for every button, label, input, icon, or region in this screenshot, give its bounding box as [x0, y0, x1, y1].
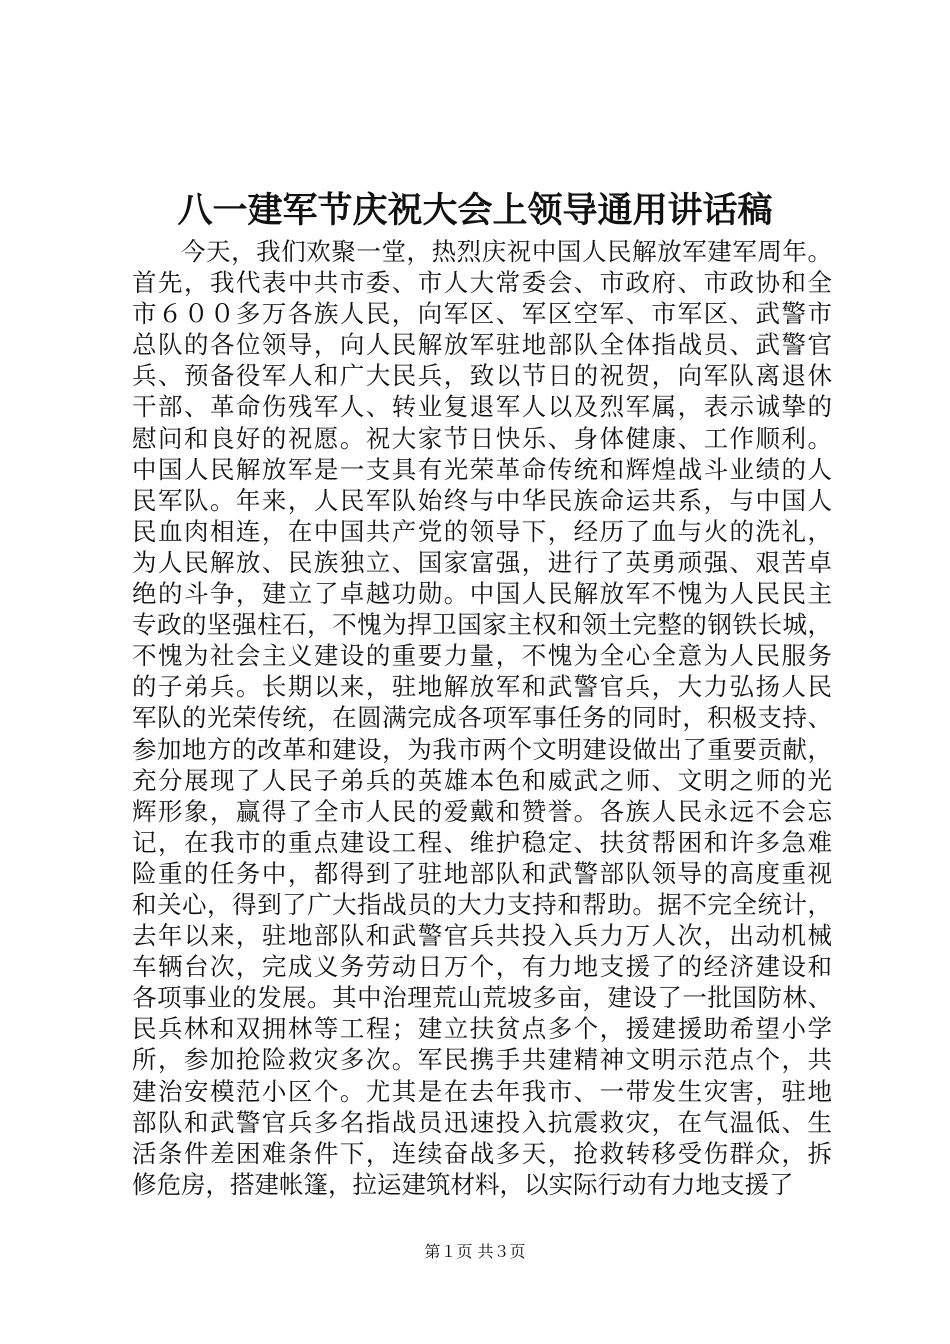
document-title: 八一建军节庆祝大会上领导通用讲话稿: [177, 190, 773, 231]
body-line: 修危房，搭建帐篷，拉运建筑材料，以实际行动有力地支援了: [132, 1169, 794, 1199]
body-line: 今天，我们欢聚一堂，热烈庆祝中国人民解放军建军周年。: [181, 237, 832, 266]
body-line: 活条件差困难条件下，连续奋战多天，抢救转移受伤群众，拆: [132, 1138, 832, 1168]
body-line: 慰问和良好的祝愿。祝大家节日快乐、身体健康、工作顺利。: [132, 423, 832, 453]
body-line: 险重的任务中，都得到了驻地部队和武警部队领导的高度重视: [132, 858, 832, 888]
body-line: 车辆台次，完成义务劳动日万个，有力地支援了的经济建设和: [132, 952, 832, 982]
body-line: 市６００多万各族人民，向军区、军区空军、市军区、武警市: [132, 299, 832, 329]
body-line: 兵、预备役军人和广大民兵，致以节日的祝贺，向军队离退休: [132, 361, 832, 391]
body-line: 民军队。年来，人民军队始终与中华民族命运共系，与中国人: [132, 485, 832, 515]
body-line: 干部、革命伤残军人、转业复退军人以及烈军属，表示诚挚的: [132, 392, 832, 422]
body-line: 为人民解放、民族独立、国家富强，进行了英勇顽强、艰苦卓: [132, 547, 832, 577]
page-footer: 第１页 共３页: [424, 1242, 526, 1261]
body-line: 专政的坚强柱石，不愧为捍卫国家主权和领土完整的钢铁长城，: [132, 610, 832, 640]
body-line: 和关心，得到了广大指战员的大力支持和帮助。据不完全统计，: [132, 889, 832, 919]
body-line: 部队和武警官兵多名指战员迅速投入抗震救灾，在气温低、生: [132, 1107, 832, 1137]
body-line: 所，参加抢险救灾多次。军民携手共建精神文明示范点个，共: [132, 1045, 832, 1075]
body-line: 充分展现了人民子弟兵的英雄本色和威武之师、文明之师的光: [132, 765, 832, 795]
body-line: 首先，我代表中共市委、市人大常委会、市政府、市政协和全: [132, 268, 832, 298]
body-line: 军队的光荣传统，在圆满完成各项军事任务的同时，积极支持、: [132, 703, 832, 733]
body-line: 绝的斗争，建立了卓越功勋。中国人民解放军不愧为人民民主: [132, 579, 832, 609]
body-line: 去年以来，驻地部队和武警官兵共投入兵力万人次，出动机械: [132, 921, 832, 951]
document-body: [132, 236, 832, 1200]
body-line: 参加地方的改革和建设，为我市两个文明建设做出了重要贡献，: [132, 734, 832, 764]
body-line: 辉形象，赢得了全市人民的爱戴和赞誉。各族人民永远不会忘: [132, 796, 832, 826]
body-line: 中国人民解放军是一支具有光荣革命传统和辉煌战斗业绩的人: [132, 454, 832, 484]
body-line: 记，在我市的重点建设工程、维护稳定、扶贫帮困和许多急难: [132, 827, 832, 857]
body-line: 总队的各位领导，向人民解放军驻地部队全体指战员、武警官: [132, 330, 832, 360]
body-line: 民兵林和双拥林等工程；建立扶贫点多个，援建援助希望小学: [132, 1014, 832, 1044]
body-line: 各项事业的发展。其中治理荒山荒坡多亩，建设了一批国防林、: [132, 983, 832, 1013]
body-line: 民血肉相连，在中国共产党的领导下，经历了血与火的洗礼，: [132, 516, 832, 546]
body-line: 的子弟兵。长期以来，驻地解放军和武警官兵，大力弘扬人民: [132, 672, 832, 702]
body-line: 建治安模范小区个。尤其是在去年我市、一带发生灾害，驻地: [132, 1076, 832, 1106]
body-line: 不愧为社会主义建设的重要力量，不愧为全心全意为人民服务: [132, 641, 832, 671]
